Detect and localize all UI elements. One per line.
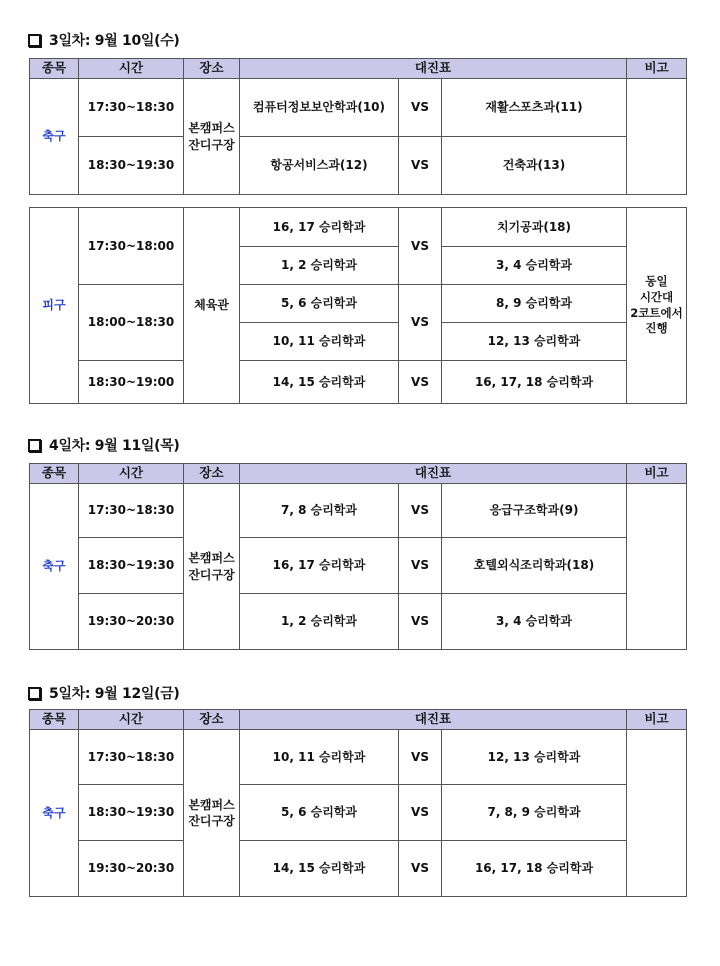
team-b-cell: 16, 17, 18 승리학과 (442, 361, 627, 404)
team-a-cell: 항공서비스과(12) (240, 137, 399, 195)
team-a-cell: 5, 6 승리학과 (240, 785, 399, 841)
team-a-cell: 10, 11 승리학과 (240, 323, 399, 361)
header-sport: 종목 (30, 710, 79, 730)
day5-title-text: 5일차: 9월 12일(금) (49, 686, 180, 702)
team-b-cell: 건축과(13) (442, 137, 627, 195)
day4-title-text: 4일차: 9월 11일(목) (49, 438, 180, 454)
team-a-cell: 16, 17 승리학과 (240, 538, 399, 594)
vs-label: VS (399, 285, 442, 361)
day5-title (28, 683, 180, 703)
day4-title (28, 435, 180, 455)
header-note: 비고 (627, 464, 687, 484)
team-b-cell: 12, 13 승리학과 (442, 323, 627, 361)
header-time: 시간 (79, 59, 184, 79)
team-a-cell: 5, 6 승리학과 (240, 285, 399, 323)
team-a-cell: 14, 15 승리학과 (240, 361, 399, 404)
team-b-cell: 12, 13 승리학과 (442, 730, 627, 785)
header-match: 대진표 (240, 59, 627, 79)
time-cell: 17:30~18:30 (79, 79, 184, 137)
team-b-cell: 3, 4 승리학과 (442, 247, 627, 285)
sport-cell: 피구 (30, 208, 79, 404)
team-a-cell: 컴퓨터정보보안학과(10) (240, 79, 399, 137)
header-time: 시간 (79, 464, 184, 484)
team-b-cell: 치기공과(18) (442, 208, 627, 247)
time-cell: 18:30~19:30 (79, 785, 184, 841)
team-b-cell: 응급구조학과(9) (442, 484, 627, 538)
note-cell (627, 79, 687, 195)
team-b-cell: 재활스포츠과(11) (442, 79, 627, 137)
venue-cell: 체육관 (184, 208, 240, 404)
sport-cell: 축구 (30, 484, 79, 650)
team-b-cell: 8, 9 승리학과 (442, 285, 627, 323)
time-cell: 17:30~18:30 (79, 484, 184, 538)
vs-label: VS (399, 730, 442, 785)
vs-label: VS (399, 484, 442, 538)
header-sport: 종목 (30, 464, 79, 484)
note-cell (627, 730, 687, 897)
venue-cell: 본캠퍼스 잔디구장 (184, 79, 240, 195)
vs-label: VS (399, 538, 442, 594)
header-venue: 장소 (184, 710, 240, 730)
team-a-cell: 1, 2 승리학과 (240, 247, 399, 285)
vs-label: VS (399, 137, 442, 195)
note-cell: 동일 시간대 2코트에서 진행 (627, 208, 687, 404)
vs-label: VS (399, 841, 442, 897)
header-venue: 장소 (184, 59, 240, 79)
vs-label: VS (399, 208, 442, 285)
header-note: 비고 (627, 710, 687, 730)
header-sport: 종목 (30, 59, 79, 79)
note-cell (627, 484, 687, 650)
time-cell: 18:00~18:30 (79, 285, 184, 361)
header-match: 대진표 (240, 464, 627, 484)
header-venue: 장소 (184, 464, 240, 484)
team-b-cell: 7, 8, 9 승리학과 (442, 785, 627, 841)
day3-title (28, 30, 180, 50)
header-time: 시간 (79, 710, 184, 730)
time-cell: 18:30~19:00 (79, 361, 184, 404)
time-cell: 18:30~19:30 (79, 538, 184, 594)
vs-label: VS (399, 79, 442, 137)
day3-dodgeball-table (29, 207, 687, 404)
header-note: 비고 (627, 59, 687, 79)
time-cell: 19:30~20:30 (79, 594, 184, 650)
checkbox-square-icon (28, 34, 41, 47)
time-cell: 17:30~18:30 (79, 730, 184, 785)
team-b-cell: 3, 4 승리학과 (442, 594, 627, 650)
team-a-cell: 14, 15 승리학과 (240, 841, 399, 897)
day5-soccer-table (29, 709, 687, 897)
time-cell: 17:30~18:00 (79, 208, 184, 285)
day3-soccer-table (29, 58, 687, 195)
time-cell: 19:30~20:30 (79, 841, 184, 897)
sport-cell: 축구 (30, 79, 79, 195)
day4-soccer-table (29, 463, 687, 650)
vs-label: VS (399, 785, 442, 841)
team-b-cell: 16, 17, 18 승리학과 (442, 841, 627, 897)
team-a-cell: 16, 17 승리학과 (240, 208, 399, 247)
time-cell: 18:30~19:30 (79, 137, 184, 195)
venue-cell: 본캠퍼스 잔디구장 (184, 484, 240, 650)
vs-label: VS (399, 594, 442, 650)
day3-title-text: 3일차: 9월 10일(수) (49, 33, 180, 49)
team-a-cell: 10, 11 승리학과 (240, 730, 399, 785)
header-match: 대진표 (240, 710, 627, 730)
checkbox-square-icon (28, 439, 41, 452)
team-a-cell: 1, 2 승리학과 (240, 594, 399, 650)
sport-cell: 축구 (30, 730, 79, 897)
checkbox-square-icon (28, 687, 41, 700)
vs-label: VS (399, 361, 442, 404)
venue-cell: 본캠퍼스 잔디구장 (184, 730, 240, 897)
team-a-cell: 7, 8 승리학과 (240, 484, 399, 538)
team-b-cell: 호텔외식조리학과(18) (442, 538, 627, 594)
